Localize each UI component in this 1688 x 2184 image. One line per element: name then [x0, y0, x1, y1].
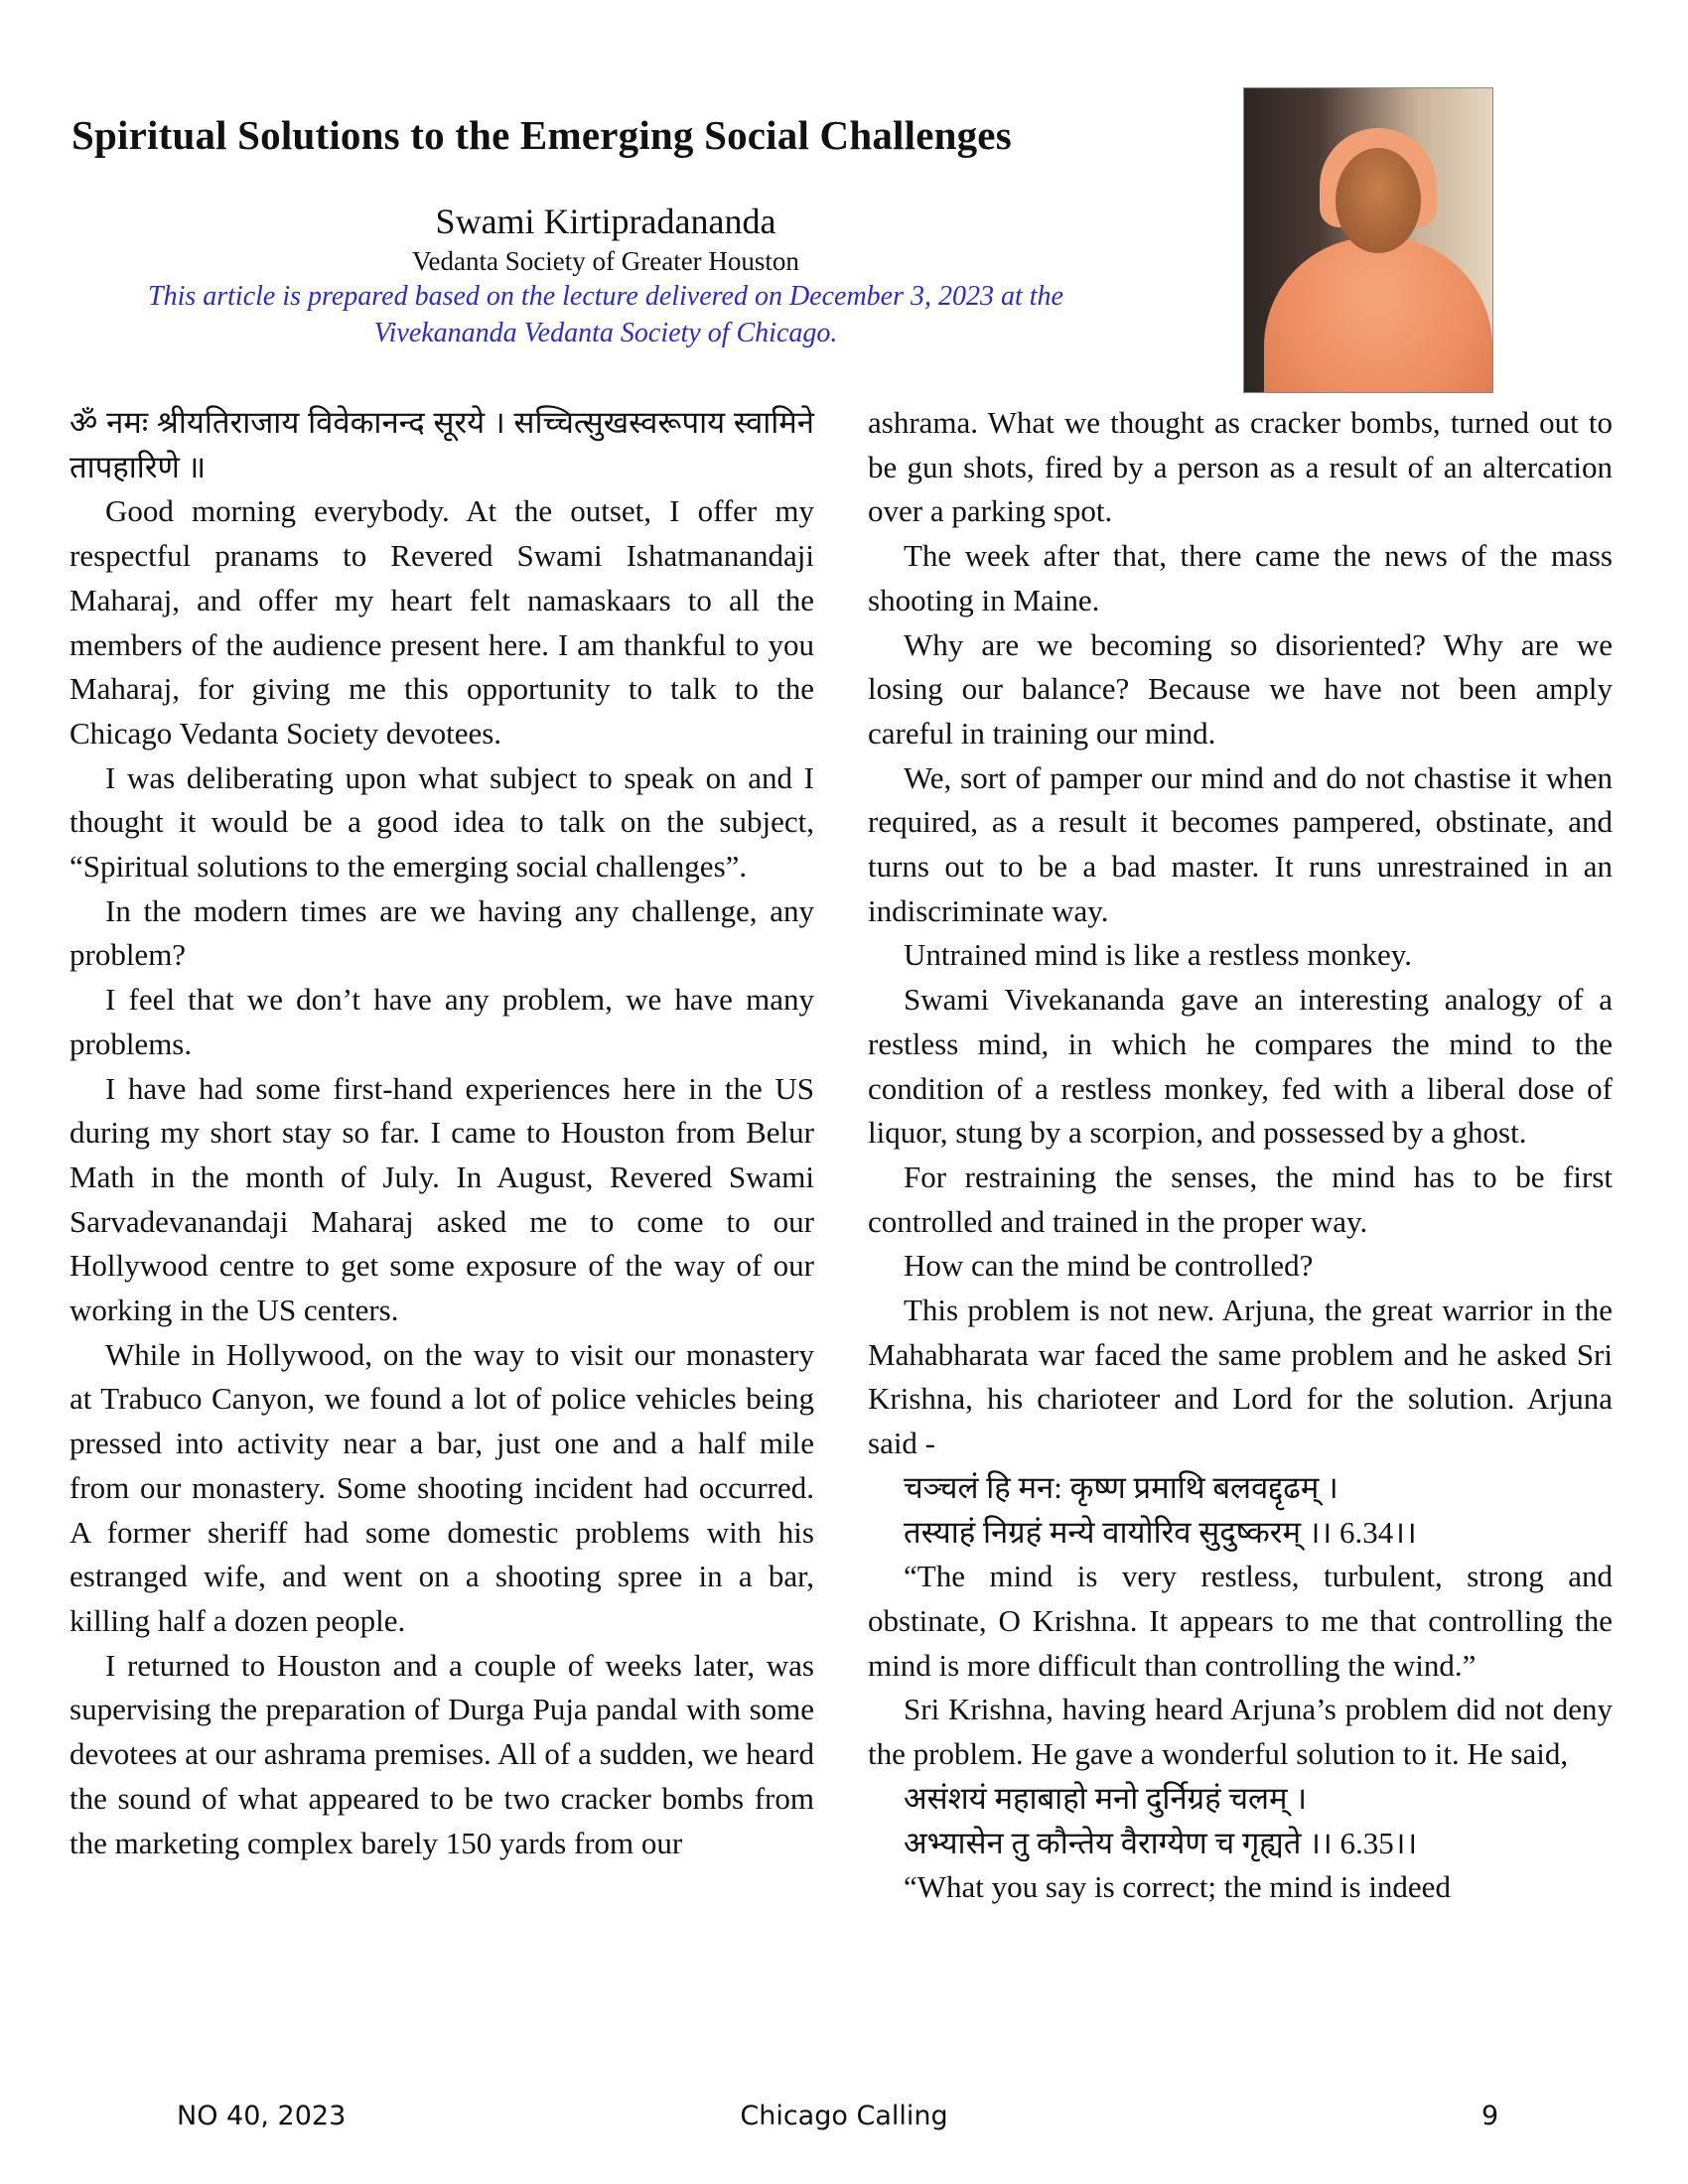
paragraph: In the modern times are we having any challenge, any problem?	[70, 892, 814, 973]
footer-issue: NO 40, 2023	[177, 2101, 347, 2131]
paragraph: Swami Vivekananda gave an interesting analogy of a restless mind, in which he compares the mind to the condition of a restless monkey, fed with a liberal dose of liquor, stung by a scorpion, and possessed by a ghost.	[868, 982, 1613, 1151]
footer-publication: Chicago Calling	[740, 2101, 948, 2131]
paragraph: ashrama. What we thought as cracker bombs, turned out to be gun shots, fired by a person as a result of an altercation over a parking spot.	[868, 405, 1613, 529]
paragraph: Good morning everybody. At the outset, I offer my respectful pranams to Revered Swami Ishatmanandaji Maharaj, and offer my heart felt namaskaars to all the members of the audience present here. I am thankful to you Maharaj, for giving me this opportunity to talk to the Chicago Vedanta Society devotees.	[70, 493, 814, 751]
author-organization: Vedanta Society of Greater Houston	[412, 246, 799, 276]
author-name: Swami Kirtipradananda	[435, 202, 776, 241]
paragraph: While in Hollywood, on the way to visit our monastery at Trabuco Canyon, we found a lot of police vehicles being pressed into activity near a bar, just one and a half mile from our monastery. Some shooting incident had occurred. A former sheriff had some domestic problems with his estranged wife, and went on a shooting spree in a bar, killing half a dozen people.	[70, 1336, 814, 1638]
gita-verse-line: चञ्चलं हि मन: कृष्ण प्रमाथि बलवद्दृढम् ।	[904, 1469, 1338, 1505]
invocation-mantra: ॐ नमः श्रीयतिराजाय विवेकानन्द सूरये । सच्चित्सुखस्वरूपाय स्वामिने तापहारिणे ॥	[70, 405, 814, 484]
left-column	[70, 401, 814, 1865]
lecture-note-line2: Vivekananda Vedanta Society of Chicago.	[373, 318, 838, 348]
paragraph: I feel that we don’t have any problem, we have many problems.	[70, 982, 814, 1061]
gita-verse-line: अभ्यासेन तु कौन्तेय वैराग्येण च गृह्यते ।। 6.35।।	[904, 1825, 1418, 1860]
paragraph: I returned to Houston and a couple of weeks later, was supervising the preparation of Durga Puja pandal with some devotees at our ashrama premises. All of a sudden, we heard the sound of what appeared to be two cracker bombs from the marketing complex barely 150 yards from our	[70, 1647, 814, 1860]
paragraph: We, sort of pamper our mind and do not chastise it when required, as a result it becomes pampered, obstinate, and turns out to be a bad master. It runs unrestrained in an indiscriminate way.	[868, 759, 1613, 928]
paragraph: Untrained mind is like a restless monkey.	[904, 937, 1412, 973]
page-number: 9	[1481, 2101, 1499, 2131]
paragraph: Why are we becoming so disoriented? Why are we losing our balance? Because we have not been amply careful in training our mind.	[868, 626, 1613, 751]
paragraph: The week after that, there came the news of the mass shooting in Maine.	[868, 538, 1613, 617]
paragraph: I have had some first-hand experiences here in the US during my short stay so far. I came to Houston from Belur Math in the month of July. In August, Revered Swami Sarvadevanandaji Maharaj asked me to come to our Hollywood centre to get some exposure of the way of our working in the US centers.	[70, 1070, 814, 1328]
lecture-note-line1: This article is prepared based on the lecture delivered on December 3, 2023 at the	[148, 281, 1063, 312]
paragraph: Sri Krishna, having heard Arjuna’s problem did not deny the problem. He gave a wonderful solution to it. He said,	[868, 1692, 1613, 1772]
article-byline	[99, 199, 1112, 351]
paragraph: How can the mind be controlled?	[904, 1248, 1314, 1284]
paragraph: “The mind is very restless, turbulent, strong and obstinate, O Krishna. It appears to me that controlling the mind is more difficult than controlling the wind.”	[868, 1559, 1613, 1683]
gita-verse-line: असंशयं महाबाहो मनो दुर्निग्रहं चलम् ।	[904, 1780, 1308, 1816]
author-photo	[1243, 87, 1493, 393]
right-column	[868, 401, 1613, 1910]
paragraph: This problem is not new. Arjuna, the great warrior in the Mahabharata war faced the same problem and he asked Sri Krishna, his charioteer and Lord for the solution. Arjuna said -	[868, 1293, 1613, 1461]
article-title: Spiritual Solutions to the Emerging Social Challenges	[71, 112, 1012, 158]
paragraph: I was deliberating upon what subject to speak on and I thought it would be a good idea to talk on the subject, “Spiritual solutions to the emerging social challenges”.	[70, 759, 814, 885]
gita-verse-line: तस्याहं निग्रहं मन्ये वायोरिव सुदुष्करम् ।। 6.34।।	[904, 1514, 1417, 1550]
paragraph: For restraining the senses, the mind has to be first controlled and trained in the proper way.	[868, 1159, 1613, 1239]
paragraph: “What you say is correct; the mind is indeed	[904, 1869, 1451, 1905]
